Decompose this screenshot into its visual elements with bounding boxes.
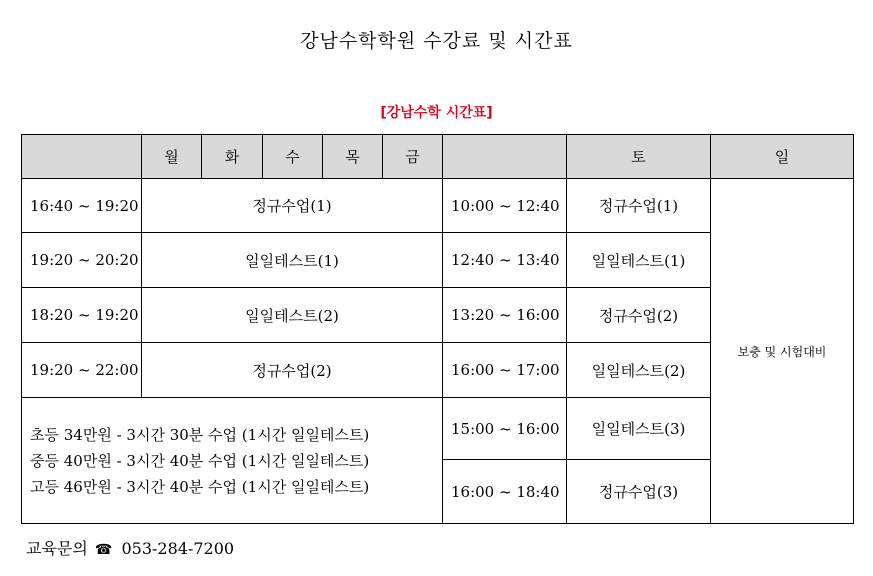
header-sat: 토 xyxy=(567,135,711,179)
header-fri: 금 xyxy=(383,135,443,179)
saturday-class: 정규수업(3) xyxy=(567,460,711,524)
contact-line xyxy=(26,536,234,559)
saturday-time: 13:20 ~ 16:00 xyxy=(443,288,567,343)
header-sun: 일 xyxy=(711,135,854,179)
timetable-subtitle: [강남수학 시간표] xyxy=(380,105,493,121)
timetable xyxy=(21,134,854,524)
saturday-time: 16:00 ~ 17:00 xyxy=(443,343,567,398)
fee-middle: 중등 40만원 - 3시간 40분 수업 (1시간 일일테스트) xyxy=(30,451,370,470)
weekday-time: 18:20 ~ 19:20 xyxy=(22,288,142,343)
fee-elementary: 초등 34만원 - 3시간 30분 수업 (1시간 일일테스트) xyxy=(30,425,370,444)
weekday-class: 정규수업(1) xyxy=(142,179,443,233)
weekday-class: 일일테스트(1) xyxy=(142,233,443,288)
weekday-time: 19:20 ~ 22:00 xyxy=(22,343,142,398)
header-thu: 목 xyxy=(323,135,383,179)
header-time-blank xyxy=(22,135,142,179)
header-row xyxy=(22,135,854,179)
saturday-class: 일일테스트(1) xyxy=(567,233,711,288)
contact-phone: 053-284-7200 xyxy=(121,539,235,558)
weekday-class: 정규수업(2) xyxy=(142,343,443,398)
table-row xyxy=(22,179,854,233)
header-tue: 화 xyxy=(202,135,263,179)
fee-info xyxy=(22,398,443,524)
saturday-class: 정규수업(2) xyxy=(567,288,711,343)
fee-high: 고등 46만원 - 3시간 40분 수업 (1시간 일일테스트) xyxy=(30,477,370,496)
weekday-class: 일일테스트(2) xyxy=(142,288,443,343)
header-mon: 월 xyxy=(142,135,202,179)
header-wed: 수 xyxy=(263,135,323,179)
phone-icon: ☎ xyxy=(94,542,113,558)
saturday-class: 일일테스트(2) xyxy=(567,343,711,398)
saturday-class: 일일테스트(3) xyxy=(567,398,711,460)
sunday-cell: 보충 및 시험대비 xyxy=(711,179,854,524)
saturday-class: 정규수업(1) xyxy=(567,179,711,233)
saturday-time: 12:40 ~ 13:40 xyxy=(443,233,567,288)
saturday-time: 16:00 ~ 18:40 xyxy=(443,460,567,524)
header-sat-time-blank xyxy=(443,135,567,179)
saturday-time: 15:00 ~ 16:00 xyxy=(443,398,567,460)
saturday-time: 10:00 ~ 12:40 xyxy=(443,179,567,233)
weekday-time: 19:20 ~ 20:20 xyxy=(22,233,142,288)
page-title: 강남수학학원 수강료 및 시간표 xyxy=(300,30,573,52)
contact-label: 교육문의 xyxy=(26,539,88,558)
weekday-time: 16:40 ~ 19:20 xyxy=(22,179,142,233)
